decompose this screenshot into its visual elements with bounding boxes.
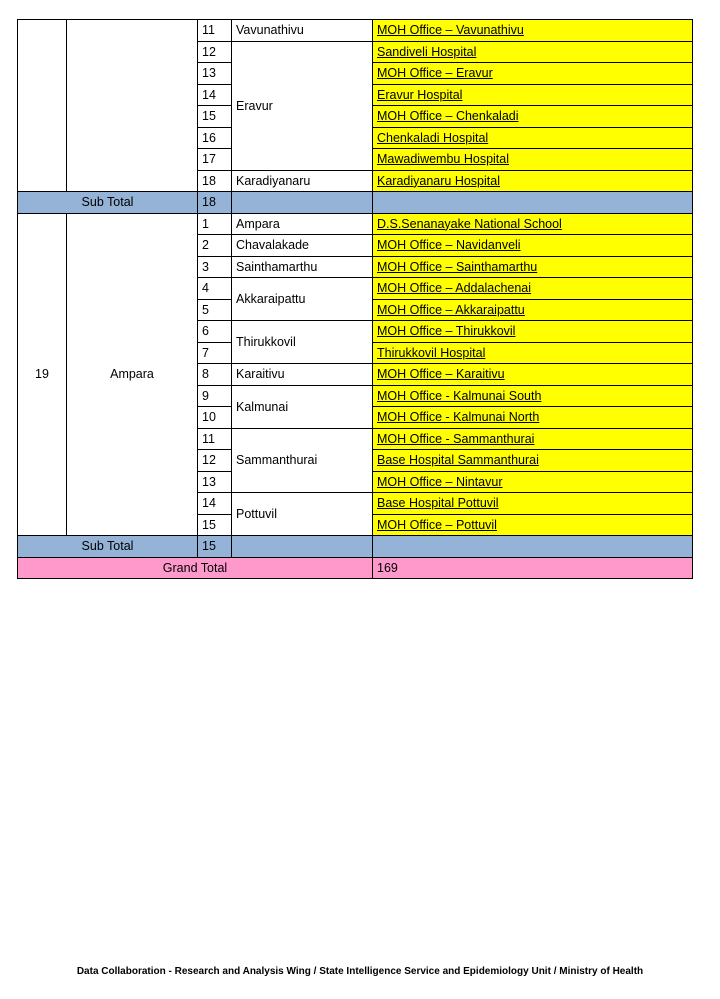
location-cell [373, 256, 693, 278]
location-link[interactable]: MOH Office - Sammanthurai [377, 431, 535, 446]
location-cell [373, 342, 693, 364]
location-link[interactable]: MOH Office – Chenkaladi [377, 109, 519, 124]
location-cell [373, 428, 693, 450]
row-number: 14 [198, 84, 232, 106]
location-cell [373, 20, 693, 42]
location-cell [373, 170, 693, 192]
location-cell [373, 235, 693, 257]
grand-total-row [18, 557, 693, 579]
location-link[interactable]: Base Hospital Sammanthurai [377, 453, 539, 468]
row-number: 11 [198, 20, 232, 42]
location-cell [373, 299, 693, 321]
location-cell [373, 407, 693, 429]
row-number: 13 [198, 63, 232, 85]
row-number: 10 [198, 407, 232, 429]
row-number: 16 [198, 127, 232, 149]
row-number: 13 [198, 471, 232, 493]
row-number: 15 [198, 514, 232, 536]
location-link[interactable]: Base Hospital Pottuvil [377, 496, 499, 511]
location-cell [373, 63, 693, 85]
subtotal-label: Sub Total [18, 192, 198, 214]
row-number: 18 [198, 170, 232, 192]
moh-area: Thirukkovil [232, 321, 373, 364]
location-cell [373, 213, 693, 235]
location-link[interactable]: MOH Office - Kalmunai North [377, 410, 540, 425]
location-link[interactable]: MOH Office – Navidanveli [377, 238, 521, 253]
row-number: 11 [198, 428, 232, 450]
location-cell [373, 493, 693, 515]
location-link[interactable]: MOH Office - Kalmunai South [377, 388, 542, 403]
row-number: 14 [198, 493, 232, 515]
subtotal-blank [373, 192, 693, 214]
row-number: 15 [198, 106, 232, 128]
page-footer: Data Collaboration - Research and Analysis Wing / State Intelligence Service and Epidemiology Unit / Ministry of Health [76, 966, 644, 977]
location-link[interactable]: MOH Office – Eravur [377, 66, 493, 81]
row-number: 17 [198, 149, 232, 171]
row-number: 12 [198, 450, 232, 472]
row-number: 4 [198, 278, 232, 300]
row-number: 9 [198, 385, 232, 407]
subtotal-label: Sub Total [18, 536, 198, 558]
subtotal-row [18, 536, 693, 558]
row-number: 6 [198, 321, 232, 343]
location-cell [373, 321, 693, 343]
location-link[interactable]: MOH Office – Thirukkovil [377, 324, 516, 339]
row-number: 7 [198, 342, 232, 364]
location-link[interactable]: MOH Office – Addalachenai [377, 281, 532, 296]
location-cell [373, 149, 693, 171]
moh-area: Eravur [232, 41, 373, 170]
location-cell [373, 450, 693, 472]
moh-area: Karadiyanaru [232, 170, 373, 192]
location-link[interactable]: MOH Office – Sainthamarthu [377, 259, 538, 274]
moh-area: Vavunathivu [232, 20, 373, 42]
location-link[interactable]: MOH Office – Vavunathivu [377, 23, 524, 38]
district-cell [67, 20, 198, 192]
table-row [18, 213, 693, 235]
location-link[interactable]: MOH Office – Akkaraipattu [377, 302, 525, 317]
location-link[interactable]: Chenkaladi Hospital [377, 130, 489, 145]
district-cell: Ampara [67, 213, 198, 536]
location-link[interactable]: MOH Office – Nintavur [377, 474, 503, 489]
location-link[interactable]: Karadiyanaru Hospital [377, 173, 500, 188]
subtotal-blank [232, 536, 373, 558]
location-cell [373, 471, 693, 493]
location-link[interactable]: D.S.Senanayake National School [377, 216, 562, 231]
subtotal-value: 18 [198, 192, 232, 214]
moh-area: Akkaraipattu [232, 278, 373, 321]
district-no-cell [18, 20, 67, 192]
moh-area: Karaitivu [232, 364, 373, 386]
location-link[interactable]: Eravur Hospital [377, 87, 463, 102]
grand-total-value: 169 [373, 557, 693, 579]
moh-area: Chavalakade [232, 235, 373, 257]
moh-area: Pottuvil [232, 493, 373, 536]
moh-area: Sainthamarthu [232, 256, 373, 278]
location-cell [373, 514, 693, 536]
subtotal-blank [373, 536, 693, 558]
location-cell [373, 106, 693, 128]
table-row [18, 20, 693, 42]
location-link[interactable]: Sandiveli Hospital [377, 44, 477, 59]
location-cell [373, 41, 693, 63]
row-number: 1 [198, 213, 232, 235]
row-number: 2 [198, 235, 232, 257]
location-cell [373, 385, 693, 407]
location-cell [373, 127, 693, 149]
location-cell [373, 364, 693, 386]
district-no-cell: 19 [18, 213, 67, 536]
location-cell [373, 278, 693, 300]
sites-table [17, 19, 693, 579]
row-number: 3 [198, 256, 232, 278]
grand-total-label: Grand Total [18, 557, 373, 579]
location-cell [373, 84, 693, 106]
row-number: 8 [198, 364, 232, 386]
location-link[interactable]: MOH Office – Karaitivu [377, 367, 505, 382]
moh-area: Sammanthurai [232, 428, 373, 493]
subtotal-row [18, 192, 693, 214]
location-link[interactable]: Thirukkovil Hospital [377, 345, 486, 360]
moh-area: Kalmunai [232, 385, 373, 428]
moh-area: Ampara [232, 213, 373, 235]
row-number: 12 [198, 41, 232, 63]
location-link[interactable]: MOH Office – Pottuvil [377, 517, 497, 532]
location-link[interactable]: Mawadiwembu Hospital [377, 152, 510, 167]
row-number: 5 [198, 299, 232, 321]
subtotal-value: 15 [198, 536, 232, 558]
subtotal-blank [232, 192, 373, 214]
